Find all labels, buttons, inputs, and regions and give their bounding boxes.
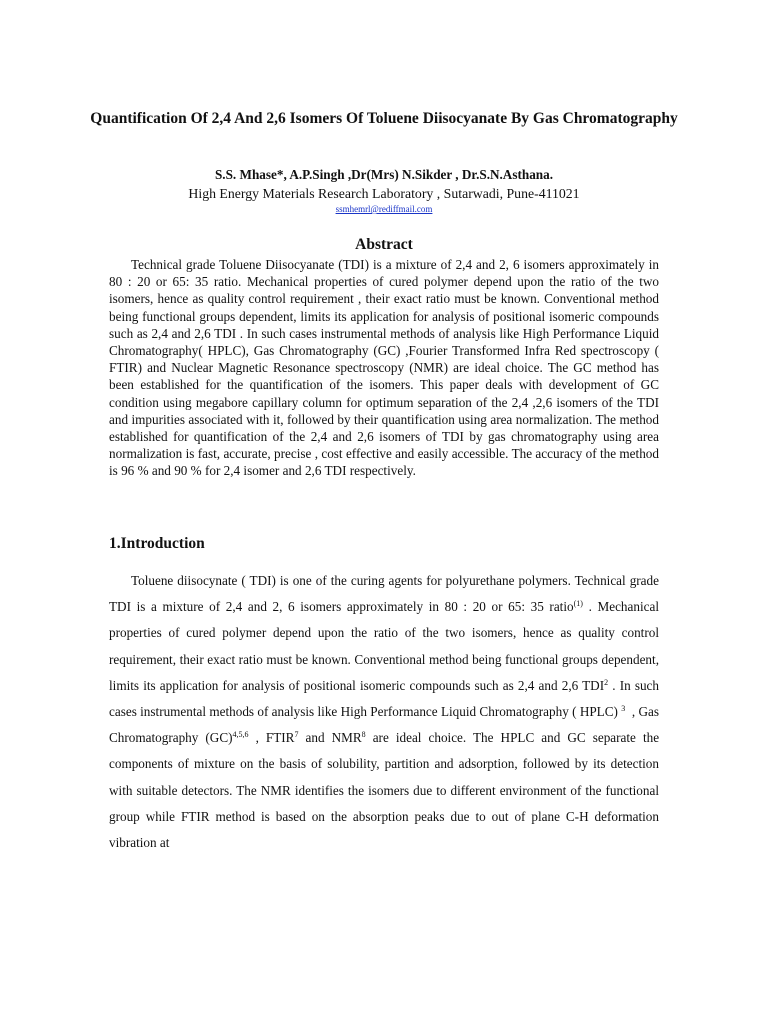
author-list: S.S. Mhase*, A.P.Singh ,Dr(Mrs) N.Sikder , Dr.S.N.Asthana. [214,167,554,182]
citation-ref: 7 [294,730,299,740]
abstract-heading: Abstract [355,236,413,253]
intro-text-segment: . Mechanical properties of cured polymer depend upon the ratio of the two isomers, hence as quality control requirement, their exact ratio must be known. Conventional method being functional groups dependent, limits its application for analysis of positional isomeric compounds such as 2,4 and 2,6 TDI [109,599,659,693]
abstract-text: Technical grade Toluene Diisocyanate (TDI) is a mixture of 2,4 and 2, 6 isomers approximately in 80 : 20 or 65: 35 ratio. Mechanical properties of cured polymer depend upon the ratio of the two isomers, hence as quality control requirement , their exact ratio must be known. Conventional method being functional groups dependent, limits its application for analysis of positional isomeric compounds such as 2,4 and 2,6 TDI . In such cases instrumental methods of analysis like High Performance Liquid Chromatography( HPLC), Gas Chromatography (GC) ,Fourier Transformed Infra Red spectroscopy ( FTIR) and Nuclear Magnetic Resonance spectroscopy (NMR) are ideal choice. The GC method has been established for the quantification of the isomers. This paper deals with development of GC condition using megabore capillary column for optimum separation of the 2,4 ,2,6 isomers of the TDI and impurities associated with it, followed by their quantification using area normalization. The method established for quantification of the 2,4 and 2,6 isomers of TDI by gas chromatography using area normalization is fast, accurate, precise , cost effective and easily accessible. The accuracy of the method is 96 % and 90 % for 2,4 isomer and 2,6 TDI respectively. [109,257,659,479]
citation-ref: 8 [361,730,366,740]
intro-text-segment: are ideal choice. The HPLC and GC separate the components of mixture on the basis of solubility, partition and adsorption, followed by its detection with suitable detectors. The NMR identifies the isomers due to different environment of the functional group while FTIR method is based on the absorption peaks due to out of plane C-H deformation vibration at [109,730,660,851]
intro-text-segment: , FTIR [255,730,295,746]
intro-text-segment: . In such cases instrumental methods of analysis like High Performance Liquid Chromatography ( HPLC) [109,677,660,720]
intro-text-segment: , Gas Chromatography (GC) [109,704,660,746]
citation-ref: (1) [573,599,583,609]
introduction-heading: 1.Introduction [109,535,205,552]
intro-text-segment: Toluene diisocynate ( TDI) is one of the curing agents for polyurethane polymers. Technical grade TDI is a mixture of 2,4 and 2, 6 isomers approximately in 80 : 20 or 65: 35 ratio [109,573,659,615]
introduction-text [109,568,659,856]
affiliation: High Energy Materials Research Laboratory , Sutarwadi, Pune-411021 [188,186,580,201]
paper-title: Quantification Of 2,4 And 2,6 Isomers Of Toluene Diisocyanate By Gas Chromatography [90,110,678,127]
citation-ref: 3 [621,704,626,714]
citation-ref: 4,5,6 [232,730,249,740]
intro-text-segment: and NMR [305,730,362,746]
author-email-link[interactable]: ssmhemrl@rediffmail.com [335,204,433,214]
citation-ref: 2 [604,677,609,687]
